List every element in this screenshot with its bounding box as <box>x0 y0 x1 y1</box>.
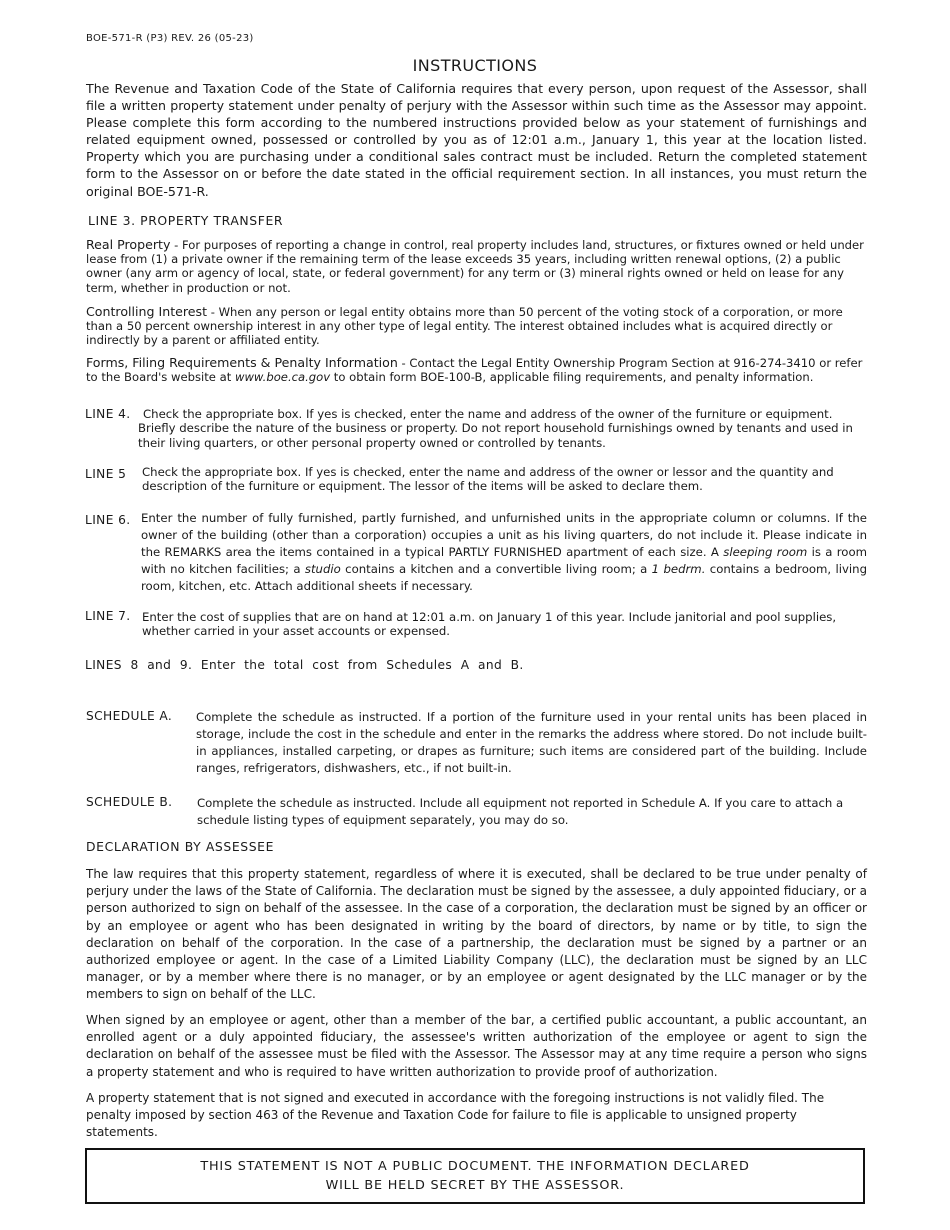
studio-term: studio <box>304 562 341 576</box>
line5-label: LINE 5 <box>85 467 127 481</box>
form-id: BOE-571-R (P3) REV. 26 (05-23) <box>86 33 254 44</box>
controlling-interest-paragraph <box>86 305 871 348</box>
line7-text: Enter the cost of supplies that are on hand at 12:01 a.m. on January 1 of this year. Include janitorial and pool supplies, whether carried in your asset accounts or expensed. <box>142 610 837 639</box>
line6-text <box>141 510 867 595</box>
lines-8-9-text: LINES 8 and 9. Enter the total cost from Schedules A and B. <box>85 658 524 672</box>
schedule-a-text: Complete the schedule as instructed. If a portion of the furniture used in your rental units has been placed in storage, include the cost in the schedule and enter in the remarks the address where stored. Do not include built-in appliances, installed carpeting, or drapes as furniture; such items are considered part of the building. Include ranges, refrigerators, dishwashers, etc., if not built-in. <box>196 710 867 775</box>
real-property-text: - For purposes of reporting a change in control, real property includes land, structures, or fixtures owned or held under lease from (1) a private owner if the remaining term of the lease exceeds 35 years, including written renewal options, (2) a public owner (any arm or agency of local, state, or federal government) for any term or (3) mineral rights owned or held on lease for any term, whether in production or not. <box>86 238 864 295</box>
real-property-paragraph <box>86 238 871 295</box>
schedule-b-text: Complete the schedule as instructed. Include all equipment not reported in Schedule A. If you care to attach a schedule listing types of equipment separately, you may do so. <box>197 796 844 827</box>
schedule-b-label: SCHEDULE B. <box>86 795 173 809</box>
notice-line-1: THIS STATEMENT IS NOT A PUBLIC DOCUMENT. THE INFORMATION DECLARED <box>200 1159 750 1174</box>
line7-label: LINE 7. <box>85 609 131 623</box>
declaration-paragraph-3: A property statement that is not signed and executed in accordance with the foregoing instructions is not validly filed. The penalty imposed by section 463 of the Revenue and Taxation Code for failure to file is applicable to unsigned property statements. <box>86 1091 825 1140</box>
line6-text-3: contains a kitchen and a convertible living room; a <box>340 562 652 576</box>
line6-text-1: Enter the number of fully furnished, partly furnished, and unfurnished units in the appropriate column or columns. If the owner of the building (other than a corporation) occupies a unit as his living quarters, do not include it. Please indicate in the REMARKS area the items contained in a typical PARTLY FURNISHED apartment of each size. A <box>141 511 867 559</box>
forms-text-before: - Contact the Legal Entity Ownership Program Section at 916-274-3410 or refer to the Board's website at <box>86 356 863 385</box>
controlling-interest-text: - When any person or legal entity obtains more than 50 percent of the voting stock of a corporation, or more than a 50 percent ownership interest in any other type of legal entity. The interest obtained includes what is acquired directly or indirectly by a parent or affiliated entity. <box>86 305 843 348</box>
page-title: INSTRUCTIONS <box>412 56 538 75</box>
line5-text: Check the appropriate box. If yes is checked, enter the name and address of the owner or lessor and the quantity and description of the furniture or equipment. The lessor of the items will be asked to declare them. <box>142 465 834 494</box>
controlling-interest-lead: Controlling Interest <box>86 304 208 319</box>
line6-text-4: contains a bedroom, living room, kitchen, etc. Attach additional sheets if necessary. <box>141 562 867 593</box>
confidentiality-notice-box <box>85 1148 865 1204</box>
intro-paragraph: The Revenue and Taxation Code of the State of California requires that every person, upon request of the Assessor, shall file a written property statement under penalty of perjury with the Assessor within such time as the Assessor may appoint. Please complete this form according to the numbered instructions provided below as your statement of furnishings and related equipment owned, possessed or controlled by you as of 12:01 a.m., January 1, this year at the location listed. Property which you are purchasing under a conditional sales contract must be included. Return the completed statement form to the Assessor on or before the date stated in the official requirement section. In all instances, you must return the original BOE-571-R. <box>86 81 867 199</box>
declaration-paragraph-2: When signed by an employee or agent, other than a member of the bar, a certified public accountant, a public accountant, an enrolled agent or a duly appointed fiduciary, the assessee's written authorization of the employee or agent to sign the declaration on behalf of the assessee must be filed with the Assessor. The Assessor may at any time require a person who signs a property statement and who is required to have written authorization to provide proof of authorization. <box>86 1013 867 1079</box>
sleeping-room-term: sleeping room <box>723 545 808 559</box>
real-property-lead: Real Property <box>86 237 171 252</box>
one-bedroom-term: 1 bedrm. <box>651 562 706 576</box>
forms-text-after: to obtain form BOE-100-B, applicable filing requirements, and penalty information. <box>330 370 814 385</box>
declaration-paragraph-1: The law requires that this property statement, regardless of where it is executed, shall be declared to be true under penalty of perjury under the laws of the State of California. The declaration must be signed by the assessee, a duly appointed fiduciary, or a person authorized to sign on behalf of the assessee. In the case of a corporation, the declaration must be signed by an officer or by an employee or agent who has been designated in writing by the board of directors, by name or by title, to sign the declaration on behalf of the corporation. In the case of a partnership, the declaration must be signed by a partner or an authorized employee or agent. In the case of a Limited Liability Company (LLC), the declaration must be signed by an LLC manager, or by a member where there is no manager, or by an employee or agent designated by the LLC manager or by the members to sign on behalf of the LLC. <box>86 867 867 1002</box>
board-website-link[interactable]: www.boe.ca.gov <box>234 370 331 385</box>
line4-label: LINE 4. <box>85 407 131 421</box>
schedule-a-label: SCHEDULE A. <box>86 709 173 723</box>
forms-lead: Forms, Filing Requirements & Penalty Information <box>86 355 398 370</box>
forms-paragraph <box>86 356 871 384</box>
line6-label: LINE 6. <box>85 513 131 527</box>
line6-text-2: is a room with no kitchen facilities; a <box>141 545 867 576</box>
line3-heading: LINE 3. PROPERTY TRANSFER <box>88 213 284 228</box>
declaration-heading: DECLARATION BY ASSESSEE <box>86 839 275 854</box>
notice-line-2: WILL BE HELD SECRET BY THE ASSESSOR. <box>325 1178 625 1193</box>
line4-text: Check the appropriate box. If yes is checked, enter the name and address of the owner of the furniture or equipment. Briefly describe the nature of the business or property. Do not report household furnishings owned by tenants and used in their living quarters, or other personal property owned or controlled by tenants. <box>138 407 853 450</box>
